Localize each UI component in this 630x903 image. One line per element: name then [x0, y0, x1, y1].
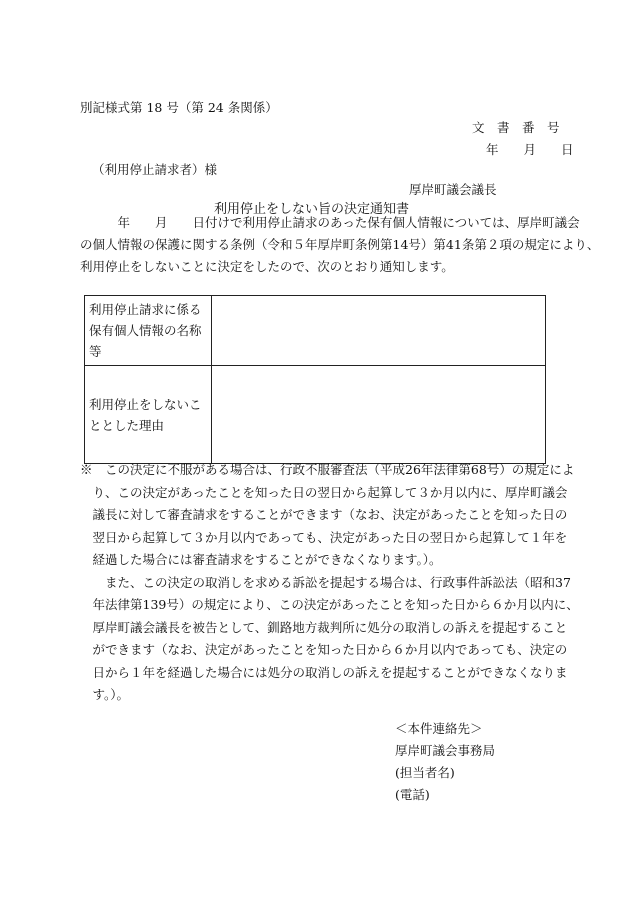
- contact-phone: (電話): [395, 787, 430, 802]
- reason-field[interactable]: [212, 366, 546, 464]
- notes-section: [80, 459, 579, 707]
- contact-person: (担当者名): [395, 765, 455, 780]
- info-table: [84, 295, 546, 464]
- contact-block: [395, 718, 495, 806]
- document-number-label: 文 書 番 号: [472, 120, 560, 135]
- note-line: り、この決定があったことを知った日の翌日から起算して３か月以内に、厚岸町議会: [80, 484, 568, 500]
- information-name-field[interactable]: [212, 296, 546, 366]
- label-line: 等: [89, 344, 102, 359]
- form-reference: 別記様式第 18 号（第 24 条関係）: [80, 100, 278, 115]
- note-line: 年法律第139号）の規定により、この決定があったことを知った日から６か月以内に、: [80, 597, 579, 612]
- table-label-cell: [85, 296, 212, 366]
- label-line: 利用停止請求に係る: [89, 302, 202, 317]
- label-line: ととした理由: [89, 417, 165, 433]
- note-line: ができます（なお、決定があったことを知った日から６か月以内であっても、決定の: [80, 642, 568, 657]
- label-line: 保有個人情報の名称: [89, 323, 202, 338]
- note-line: また、この決定の取消しを求める訴訟を提起する場合は、行政事件訴訟法（昭和37: [80, 574, 571, 590]
- body-line: 年 月 日付けで利用停止請求のあった保有個人情報については、厚岸町議会: [80, 215, 580, 230]
- body-line: の個人情報の保護に関する条例（令和５年厚岸町条例第14号）第41条第２項の規定により、: [80, 237, 600, 252]
- contact-office: 厚岸町議会事務局: [395, 743, 496, 758]
- note-line: ※ この決定に不服がある場合は、行政不服審査法（平成26年法律第68号）の規定によ: [80, 462, 575, 477]
- note-line: 厚岸町議会議長を被告として、釧路地方裁判所に処分の取消しの訴えを提起すること: [80, 619, 568, 635]
- body-line: 利用停止をしないことに決定をしたので、次のとおり通知します。: [80, 259, 454, 274]
- table-row: [85, 296, 546, 366]
- addressee: （利用停止請求者）様: [92, 162, 218, 177]
- document-title: 利用停止をしない旨の決定通知書: [214, 202, 410, 217]
- note-line: 翌日から起算して３か月以内であっても、決定があった日の翌日から起算して１年を: [80, 529, 568, 545]
- note-line: 経過した場合には審査請求をすることができなくなります。）。: [80, 552, 442, 567]
- table-row: [85, 366, 546, 464]
- contact-heading: ＜本件連絡先＞: [395, 721, 483, 736]
- note-line: す。）。: [80, 687, 130, 702]
- table-label-cell: [85, 366, 212, 464]
- date-label: 年 月 日: [486, 142, 574, 157]
- note-line: 議長に対して審査請求をすることができます（なお、決定があったことを知った日の: [80, 507, 568, 522]
- note-line: 日から１年を経過した場合には処分の取消しの訴えを提起することができなくなりま: [80, 664, 568, 680]
- label-line: 利用停止をしないこ: [89, 396, 202, 412]
- sender: 厚岸町議会議長: [409, 182, 497, 197]
- body-paragraph: [80, 212, 600, 278]
